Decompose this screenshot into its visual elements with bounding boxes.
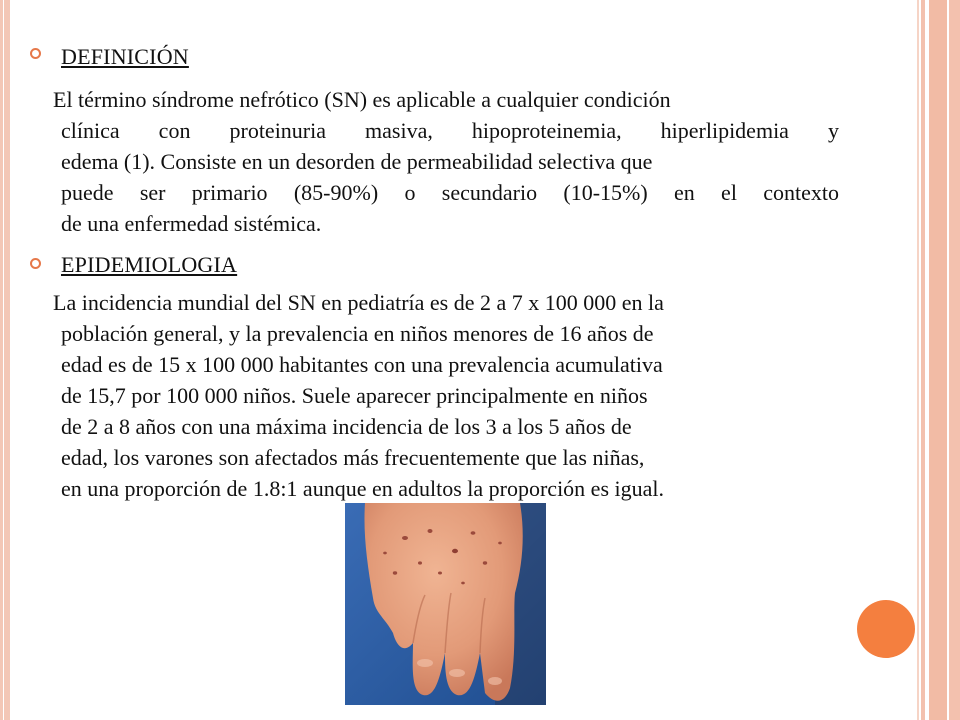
text-line: edad, los varones son afectados más frecuentemente que las niñas, xyxy=(61,445,645,470)
text-line: puede ser primario (85-90%) o secundario (10-15%) en el contexto xyxy=(61,180,839,205)
text-line: clínica con proteinuria masiva, hipoproteinemia, hiperlipidemia y xyxy=(61,118,839,143)
bullet-icon xyxy=(30,48,41,59)
orange-circle-decoration xyxy=(857,600,915,658)
definition-paragraph xyxy=(53,84,839,239)
left-border-stripe xyxy=(0,0,10,720)
text-line: de una enfermedad sistémica. xyxy=(61,211,322,236)
text-line: de 2 a 8 años con una máxima incidencia de los 3 a los 5 años de xyxy=(61,414,632,439)
text-line: edema (1). Consiste en un desorden de permeabilidad selectiva que xyxy=(61,149,653,174)
text-line: en una proporción de 1.8:1 aunque en adultos la proporción es igual. xyxy=(61,476,665,501)
right-border-stripe xyxy=(917,0,960,720)
bullet-icon xyxy=(30,258,41,269)
section-heading-epidemiologia: EPIDEMIOLOGIA xyxy=(61,252,238,277)
text-line: población general, y la prevalencia en niños menores de 16 años de xyxy=(61,321,654,346)
epidemiology-paragraph xyxy=(53,287,821,504)
edematous-hand-photo xyxy=(345,503,546,705)
text-line: El término síndrome nefrótico (SN) es aplicable a cualquier condición xyxy=(53,87,671,112)
text-line: edad es de 15 x 100 000 habitantes con una prevalencia acumulativa xyxy=(61,352,663,377)
text-line: de 15,7 por 100 000 niños. Suele aparecer principalmente en niños xyxy=(61,383,648,408)
text-line: La incidencia mundial del SN en pediatría es de 2 a 7 x 100 000 en la xyxy=(53,290,664,315)
section-heading-definicion: DEFINICIÓN xyxy=(61,44,189,69)
